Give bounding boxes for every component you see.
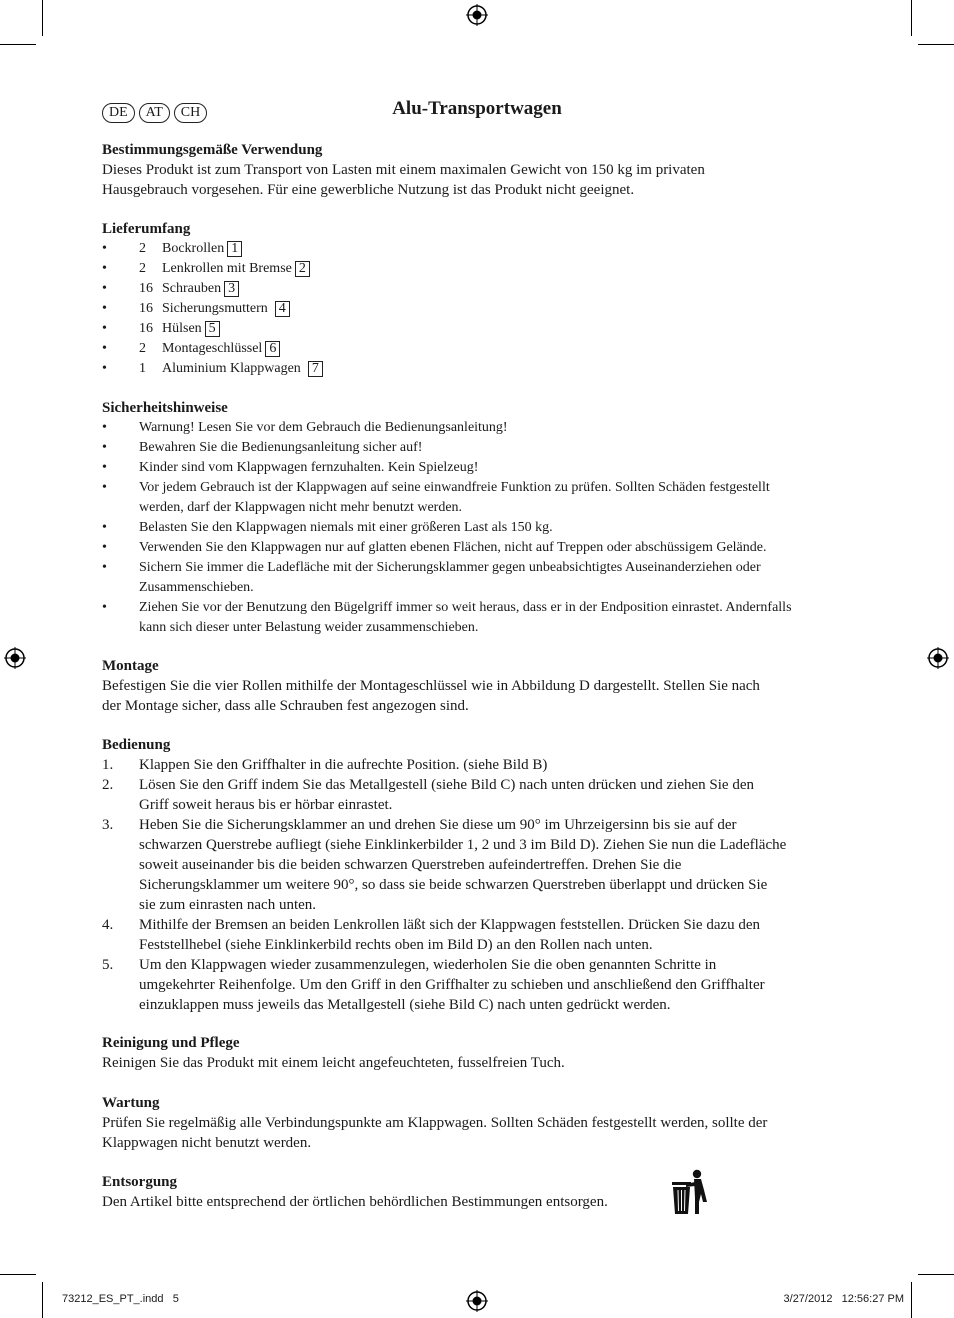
- list-item: • Belasten Sie den Klappwagen niemals mit einer größeren Last als 150 kg.: [102, 518, 862, 538]
- list-item: • Bewahren Sie die Bedienungsanleitung sicher auf!: [102, 438, 862, 458]
- section-heading: Lieferumfang: [102, 221, 191, 237]
- list-item: • 1 Aluminium Klappwagen 7: [102, 359, 862, 379]
- crop-mark: [918, 44, 954, 45]
- figure-ref-box: 4: [275, 301, 290, 317]
- language-badge-de: DE: [102, 103, 135, 123]
- paragraph-line: Hausgebrauch vorgesehen. Für eine gewerbliche Nutzung ist das Produkt nicht geeignet.: [102, 182, 635, 198]
- section-heading: Wartung: [102, 1095, 160, 1111]
- figure-ref-box: 3: [224, 281, 239, 297]
- list-item: • 16 Hülsen 5: [102, 319, 862, 339]
- bullet: •: [102, 281, 107, 296]
- bullet: •: [102, 480, 107, 495]
- section-cleaning: [102, 1033, 862, 1073]
- list-item: • Vor jedem Gebrauch ist der Klappwagen auf seine einwandfreie Funktion zu prüfen. Sollten Schäden festgestellt werden, darf der Klappwagen nicht mehr benutzt werden.: [102, 480, 770, 515]
- list-item: • 16 Sicherungsmuttern 4: [102, 299, 862, 319]
- bullet: •: [102, 600, 107, 615]
- list-item: • Verwenden Sie den Klappwagen nur auf glatten ebenen Flächen, nicht auf Treppen oder abschüssigem Gelände.: [102, 538, 862, 558]
- paragraph-line: Prüfen Sie regelmäßig alle Verbindungspunkte am Klappwagen. Sollten Schäden festgestellt werden, sollte der: [102, 1115, 768, 1131]
- section-operation: [102, 735, 862, 1015]
- paragraph-line: der Montage sicher, dass alle Schrauben fest angezogen sind.: [102, 698, 469, 714]
- section-intended-use: [102, 140, 862, 200]
- step-item: 4. Mithilfe der Bremsen an beiden Lenkrollen läßt sich der Klappwagen feststellen. Drücken Sie dazu den Feststellhebel (siehe Einklinkerbild rechts oben im Bild D) an den Rollen nach unten.: [102, 917, 761, 953]
- section-heading: Bestimmungsgemäße Verwendung: [102, 142, 323, 158]
- bullet: •: [102, 361, 107, 376]
- list-item: • Sichern Sie immer die Ladefläche mit der Sicherungsklammer gegen unbeabsichtigtes Auseinanderziehen oder Zusammenschieben.: [102, 560, 761, 595]
- language-badge-at: AT: [139, 103, 170, 123]
- paragraph-line: Befestigen Sie die vier Rollen mithilfe der Montageschlüssel wie in Abbildung D dargestellt. Stellen Sie nach: [102, 678, 760, 694]
- registration-mark-icon: [466, 1290, 488, 1312]
- figure-ref-box: 5: [205, 321, 220, 337]
- paragraph-line: Dieses Produkt ist zum Transport von Lasten mit einem maximalen Gewicht von 150 kg im privaten: [102, 162, 705, 178]
- crop-mark: [911, 0, 912, 36]
- section-heading: Sicherheitshinweise: [102, 400, 228, 416]
- figure-ref-box: 6: [265, 341, 280, 357]
- section-contents: [102, 219, 862, 379]
- list-item: • Kinder sind vom Klappwagen fernzuhalten. Kein Spielzeug!: [102, 458, 862, 478]
- bullet: •: [102, 301, 107, 316]
- list-item: • Ziehen Sie vor der Benutzung den Bügelgriff immer so weit heraus, dass er in der Endposition einrastet. Andernfalls kann sich dieser unter Belastung weider zusammenschieben.: [102, 600, 792, 635]
- list-item: • 2 Montageschlüssel 6: [102, 339, 862, 359]
- crop-mark: [918, 1274, 954, 1275]
- crop-mark: [42, 1282, 43, 1318]
- bullet: •: [102, 560, 107, 575]
- footer-datetime: 3/27/2012 12:56:27 PM: [783, 1293, 904, 1305]
- list-item: • 2 Lenkrollen mit Bremse 2: [102, 259, 862, 279]
- waste-bin-person-icon: [670, 1168, 710, 1216]
- list-item: • Warnung! Lesen Sie vor dem Gebrauch die Bedienungsanleitung!: [102, 418, 862, 438]
- paragraph-line: Den Artikel bitte entsprechend der örtlichen behördlichen Bestimmungen entsorgen.: [102, 1194, 608, 1210]
- crop-mark: [0, 44, 36, 45]
- section-maintenance: [102, 1093, 862, 1153]
- paragraph-line: Reinigen Sie das Produkt mit einem leicht angefeuchteten, fusselfreien Tuch.: [102, 1055, 565, 1071]
- step-item: 2. Lösen Sie den Griff indem Sie das Metallgestell (siehe Bild C) nach unten drücken und ziehen Sie den Griff soweit heraus bis er hörbar einrastet.: [102, 777, 754, 813]
- list-item: • 16 Schrauben 3: [102, 279, 862, 299]
- bullet: •: [102, 341, 107, 356]
- list-item: • 2 Bockrollen 1: [102, 239, 862, 259]
- step-item: 5. Um den Klappwagen wieder zusammenzulegen, wiederholen Sie die oben genannten Schritte in umgekehrter Reihenfolge. Um den Griff in den Griffhalter zu schieben und anschließend den Griffhalter einzuklappen muss jeweils das Metallgestell (siehe Bild C) nach unten gedrückt werden.: [102, 957, 765, 1013]
- crop-mark: [911, 1282, 912, 1318]
- registration-mark-icon: [927, 647, 949, 669]
- bullet: •: [102, 440, 107, 455]
- figure-ref-box: 2: [295, 261, 310, 277]
- section-assembly: [102, 656, 862, 716]
- bullet: •: [102, 241, 107, 256]
- section-disposal: [102, 1172, 702, 1212]
- crop-mark: [42, 0, 43, 36]
- bullet: •: [102, 261, 107, 276]
- paragraph-line: Klappwagen nicht benutzt werden.: [102, 1135, 312, 1151]
- section-heading: Montage: [102, 658, 159, 674]
- step-item: 1. Klappen Sie den Griffhalter in die aufrechte Position. (siehe Bild B): [102, 757, 548, 773]
- section-heading: Bedienung: [102, 737, 171, 753]
- bullet: •: [102, 420, 107, 435]
- bullet: •: [102, 321, 107, 336]
- section-heading: Reinigung und Pflege: [102, 1035, 240, 1051]
- bullet: •: [102, 540, 107, 555]
- crop-mark: [0, 1274, 36, 1275]
- bullet: •: [102, 460, 107, 475]
- section-heading: Entsorgung: [102, 1174, 178, 1190]
- bullet: •: [102, 520, 107, 535]
- footer-file-info: 73212_ES_PT_.indd 5: [62, 1293, 179, 1305]
- registration-mark-icon: [4, 647, 26, 669]
- step-item: 3. Heben Sie die Sicherungsklammer an und drehen Sie diese um 90° im Uhrzeigersinn bis sie auf der schwarzen Querstrebe aufliegt (siehe Einklinkerbilder 1, 2 und 3 im Bild D). Ziehen Sie nun die Ladefläche soweit auseinander bis die beiden schwarzen Querstreben aufeindertreffen. Drehen Sie die Sicherungsklammer um weitere 90°, so dass sie beide schwarzen Querstreben überlappt und drücken Sie sie zum einrasten nach unten.: [102, 817, 787, 913]
- registration-mark-icon: [466, 4, 488, 26]
- language-badge-ch: CH: [174, 103, 207, 123]
- figure-ref-box: 1: [227, 241, 242, 257]
- page-title: Alu-Transportwagen: [392, 98, 562, 119]
- figure-ref-box: 7: [308, 361, 323, 377]
- section-safety: [102, 398, 862, 638]
